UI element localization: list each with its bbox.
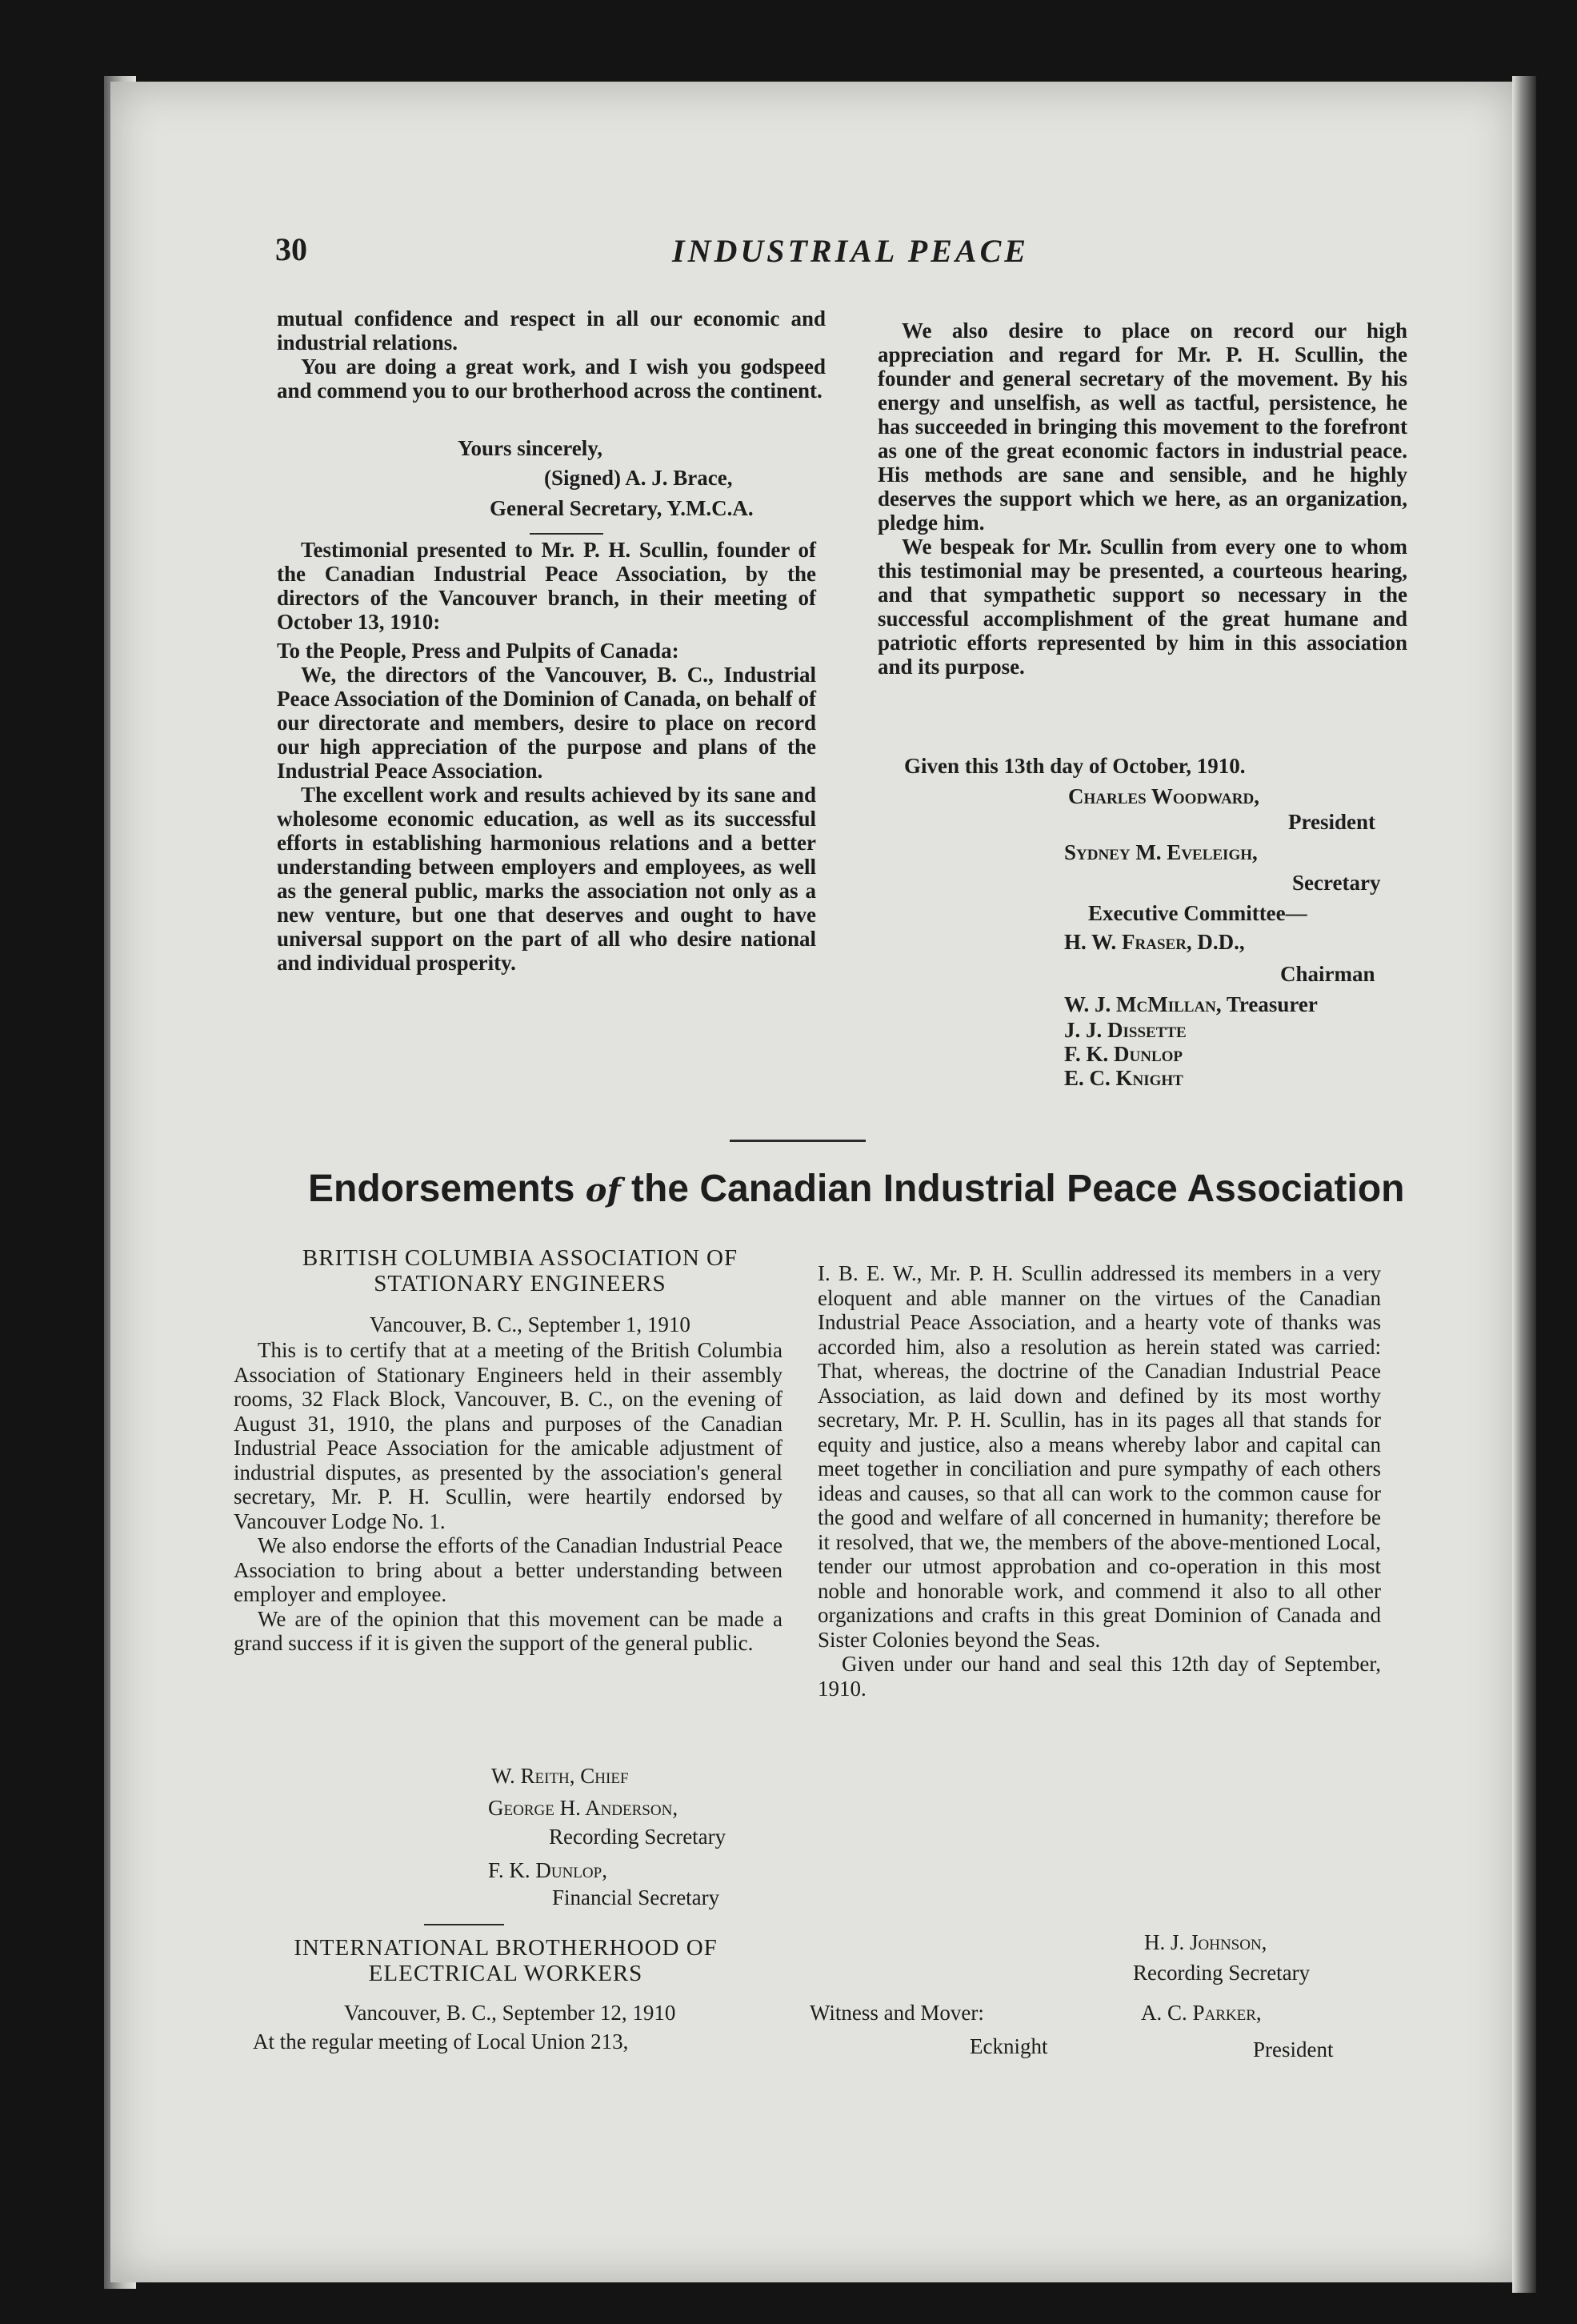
running-title: INDUSTRIAL PEACE [672, 233, 1029, 269]
date-line: Given this 13th day of October, 1910. [904, 754, 1246, 778]
section-divider [730, 1140, 866, 1142]
witness-name: Ecknight [970, 2034, 1048, 2058]
signature-title: President [1288, 810, 1375, 834]
committee-label: Executive Committee— [1088, 901, 1307, 925]
signature-name: J. J. Dissette [1064, 1018, 1187, 1042]
paragraph: I. B. E. W., Mr. P. H. Scullin addressed its members in a very eloquent and able manner on the virtues of the Canadian Industrial Peace Association, and a hearty vote of thanks was accorded him, also a resolution as herein stated was carried: That, whereas, the doctrine of the Canadian Industrial Peace Association, as laid down and defined by its most worthy secretary, Mr. P. H. Scullin, has in its pages all that stands for equity and justice, also a means whereby labor and capital can meet together in conciliation and pure sympathy of each others ideas and causes, so that all can work to the common cause for the good and welfare of all concerned in humanity; therefore be it resolved, that we, the members of the above-mentioned Local, tender our utmost approbation and co-operation in this most noble and honorable work, and commend it also to all other organizations and crafts in this great Dominion of Canada and Sister Colonies beyond the Seas. [818, 1261, 1381, 1652]
bc-body [234, 1338, 782, 1656]
dateline: Vancouver, B. C., September 1, 1910 [370, 1312, 690, 1336]
signature-title: General Secretary, Y.M.C.A. [490, 496, 754, 520]
signature-name: H. J. Johnson, [1144, 1930, 1267, 1954]
paragraph: The excellent work and results achieved by its sane and wholesome economic education, as well as its successful efforts in establishing harmonious relations and a better understanding between employers and employees, as well as the general public, marks the association not only as a new venture, but one that deserves and ought to have universal support on the part of all who desire national and individual prosperity. [277, 783, 816, 975]
paragraph: You are doing a great work, and I wish you godspeed and commend you to our brotherhood across the continent. [277, 355, 826, 403]
top-right-column [878, 319, 1407, 679]
address-line: To the People, Press and Pulpits of Canada: [277, 639, 679, 663]
heading-text: the Canadian Industrial Peace [631, 1168, 1178, 1210]
testimonial-column [277, 538, 816, 975]
section-title [232, 1245, 808, 1296]
testimonial-intro: Testimonial presented to Mr. P. H. Scullin, founder of the Canadian Industrial Peace Association, by the directors of the Vancouver branch, in their meeting of October 13, 1910: [277, 538, 816, 634]
paragraph: mutual confidence and respect in all our economic and industrial relations. [277, 307, 826, 355]
signature-title: Secretary [1292, 871, 1381, 895]
paragraph: We also endorse the efforts of the Canadian Industrial Peace Association to bring about a better understanding between employer and employee. [234, 1533, 782, 1606]
witness-label: Witness and Mover: [810, 2001, 984, 2025]
paragraph-start: At the regular meeting of Local Union 213, [253, 2029, 629, 2054]
page-number: 30 [275, 231, 307, 267]
signature-title: Financial Secretary [552, 1885, 720, 1909]
title-line: INTERNATIONAL BROTHERHOOD OF [294, 1935, 718, 1961]
signature-title: President [1253, 2038, 1334, 2062]
heading-of: of [585, 1172, 621, 1209]
signature-name: W. Reith, Chief [491, 1764, 629, 1788]
section-heading [308, 1167, 1405, 1211]
page-edge-right [1512, 76, 1536, 2293]
divider [530, 533, 603, 535]
paragraph: This is to certify that at a meeting of the British Columbia Association of Stationary Engineers held in their assembly rooms, 32 Flack Block, Vancouver, B. C., on the evening of August 31, 1910, the plans and purposes of the Canadian Industrial Peace Association for the amicable adjustment of industrial disputes, as presented by the association's general secretary, Mr. P. H. Scullin, were heartily endorsed by Vancouver Lodge No. 1. [234, 1338, 782, 1533]
signature-name: H. W. Fraser, D.D., [1064, 930, 1245, 954]
signature-name: F. K. Dunlop, [488, 1858, 607, 1882]
paragraph: Given under our hand and seal this 12th day of September, 1910. [818, 1652, 1381, 1701]
paragraph: We also desire to place on record our high appreciation and regard for Mr. P. H. Scullin, the founder and general secretary of the movement. By his energy and unselfish, as well as tactful, persistence, he has succeeded in bringing this movement to the forefront as one of the great economic factors in industrial peace. His methods are sane and sensible, and he highly deserves the support which we here, as an organization, pledge him. [878, 319, 1407, 535]
signature-title: Recording Secretary [1133, 1961, 1311, 1985]
closing: Yours sincerely, [458, 436, 602, 460]
section-title [234, 1935, 778, 1986]
signature-name: E. C. Knight [1064, 1066, 1183, 1090]
ibew-body [818, 1261, 1381, 1701]
signature-line [1064, 992, 1318, 1016]
signature-name: Charles Woodward, [1068, 784, 1259, 808]
paragraph: We, the directors of the Vancouver, B. C., Industrial Peace Association of the Dominion of Canada, on behalf of our directorate and members, desire to place on record our high appreciation of the purpose and plans of the Industrial Peace Association. [277, 663, 816, 783]
heading-text: Endorsements [308, 1168, 575, 1210]
signature-name: A. C. Parker, [1141, 2001, 1262, 2025]
signature-title: Recording Secretary [549, 1825, 726, 1849]
signature-name: George H. Anderson, [488, 1796, 678, 1820]
top-left-column [277, 307, 826, 403]
heading-text: Association [1187, 1168, 1405, 1210]
signature-text: (Signed) A. J. Brace, [544, 466, 733, 490]
divider [424, 1924, 504, 1925]
title-line: BRITISH COLUMBIA ASSOCIATION OF [302, 1245, 738, 1271]
signature-name: F. K. Dunlop [1064, 1042, 1183, 1066]
dateline: Vancouver, B. C., September 12, 1910 [344, 2001, 676, 2025]
signature-name: Sydney M. Eveleigh, [1064, 840, 1258, 864]
signature-title: Chairman [1280, 962, 1375, 986]
signature-name: W. J. McMillan, [1064, 992, 1222, 1016]
title-line: STATIONARY ENGINEERS [374, 1271, 666, 1296]
title-line: ELECTRICAL WORKERS [368, 1961, 643, 1986]
paragraph: We are of the opinion that this movement can be made a grand success if it is given the support of the general public. [234, 1606, 782, 1655]
paragraph: We bespeak for Mr. Scullin from every one to whom this testimonial may be presented, a courteous hearing, and that sympathetic support so necessary in the successful accomplishment of the great humane and patriotic efforts represented by him in this association and its purpose. [878, 535, 1407, 679]
signature-name [544, 466, 733, 490]
signature-title: Treasurer [1226, 992, 1318, 1016]
